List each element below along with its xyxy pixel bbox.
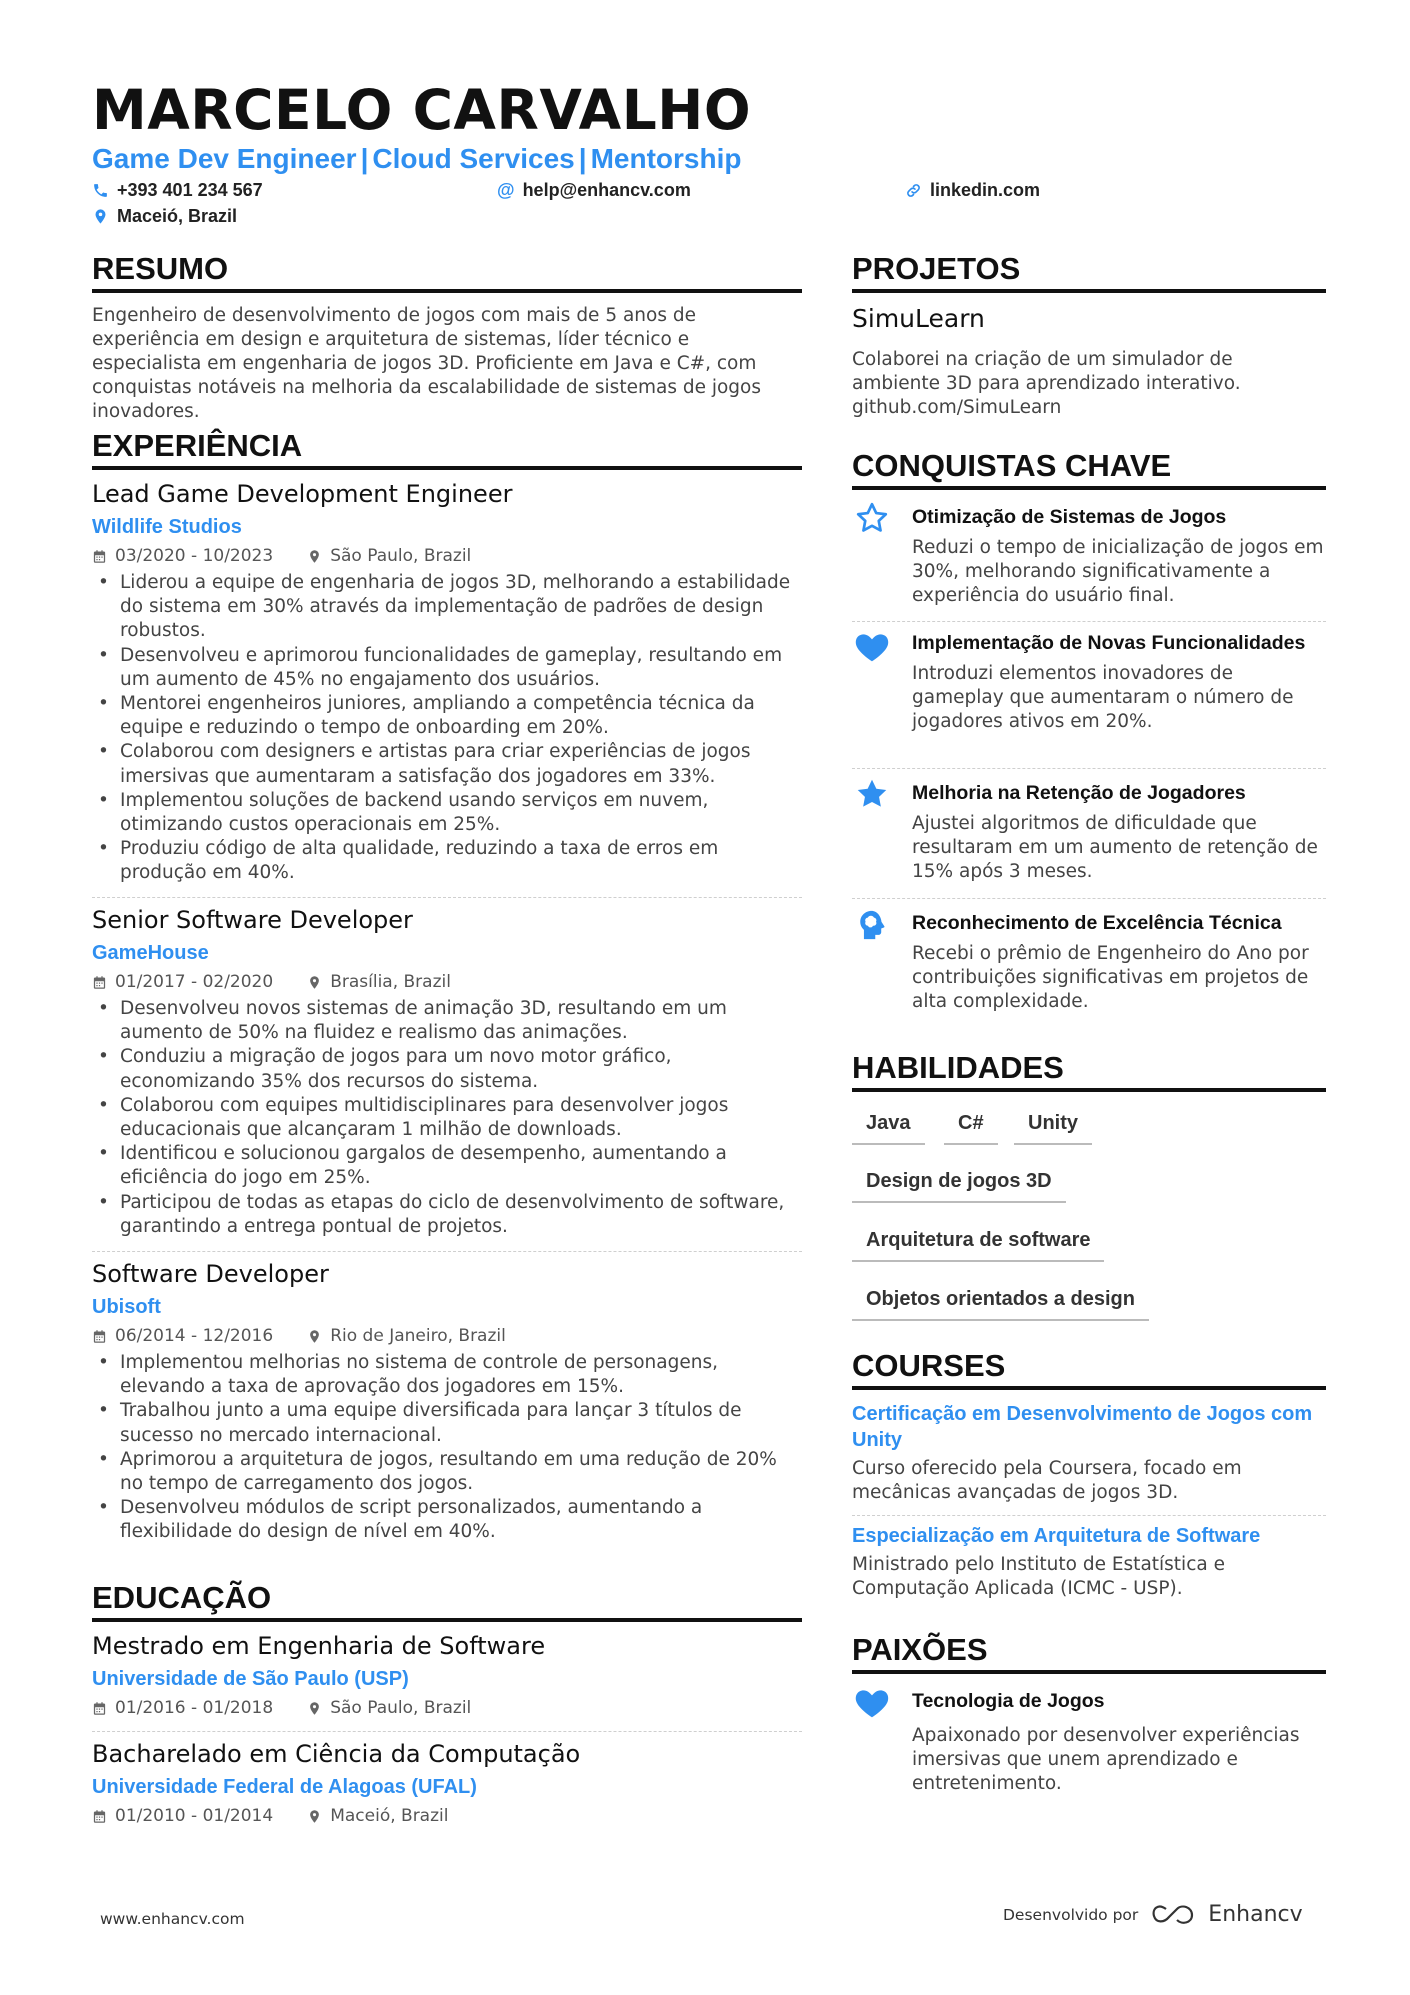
calendar-icon [92, 975, 107, 990]
bullet-item: • Implementou melhorias no sistema de controle de personagens, elevando a taxa de aprovação dos jogadores em 15%. [92, 1351, 802, 1399]
bullet-item: • Conduziu a migração de jogos para um novo motor gráfico, economizando 35% dos recursos do sistema. [92, 1045, 802, 1093]
divider [92, 1251, 802, 1252]
divider [852, 768, 1326, 769]
bullet-item: • Desenvolveu módulos de script personalizados, aumentando a flexibilidade do design de nível em 40%. [92, 1496, 802, 1544]
achievement-item [852, 780, 1326, 884]
job-title: Software Developer [92, 1260, 329, 1288]
divider [92, 897, 802, 898]
achievement-item [852, 504, 1326, 608]
contact-location [92, 206, 237, 227]
bullet-item: • Identificou e solucionou gargalos de desempenho, aumentando a eficiência do jogo em 25%. [92, 1142, 802, 1190]
job-title: Lead Game Development Engineer [92, 480, 513, 508]
job-meta [92, 969, 802, 995]
powered-by-text: Desenvolvido por [1003, 1905, 1139, 1924]
job-dates: 03/2020 - 10/2023 [115, 546, 274, 566]
heart-icon [852, 628, 892, 666]
summary-text: Engenheiro de desenvolvimento de jogos com mais de 5 anos de experiência em design e arquitetura de sistemas, líder técnico e especialista em engenharia de jogos 3D. Proficiente em Java e C#, com conquistas notáveis na melhoria da escalabilidade de sistemas de jogos inovadores. [92, 305, 761, 422]
project-name: SimuLearn [852, 304, 985, 333]
section-heading-habilidades: HABILIDADES [852, 1050, 1326, 1092]
skill-tag: Objetos orientados a design [852, 1288, 1149, 1321]
location-pin-icon [307, 1701, 322, 1716]
passion-title: Tecnologia de Jogos [912, 1690, 1105, 1712]
section-heading-courses: COURSES [852, 1348, 1326, 1390]
divider [852, 898, 1326, 899]
skill-tag: Unity [1014, 1112, 1092, 1145]
company-name[interactable]: Wildlife Studios [92, 516, 242, 538]
contact-email[interactable] [497, 180, 691, 201]
section-heading-experiencia: EXPERIÊNCIA [92, 428, 802, 470]
link-icon [905, 182, 922, 199]
achievement-title: Melhoria na Retenção de Jogadores [912, 782, 1246, 804]
linkedin-text: linkedin.com [930, 180, 1041, 200]
headline-separator: | [360, 143, 369, 174]
star-outline-icon [854, 500, 890, 536]
company-name[interactable]: GameHouse [92, 942, 209, 964]
skill-tag: Design de jogos 3D [852, 1170, 1066, 1203]
education-item [92, 1738, 802, 1829]
project-desc: Colaborei na criação de um simulador de ambiente 3D para aprendizado interativo. [852, 349, 1241, 394]
bullet-item: • Produziu código de alta qualidade, reduzindo a taxa de erros em produção em 40%. [92, 837, 802, 885]
achievement-desc: Introduzi elementos inovadores de gameplay que aumentaram o número de jogadores ativos em 20%. [912, 663, 1294, 732]
candidate-name: MARCELO CARVALHO [92, 78, 752, 142]
school-name[interactable]: Universidade Federal de Alagoas (UFAL) [92, 1776, 477, 1798]
bullet-item: • Trabalhou junto a uma equipe diversificada para lançar 3 títulos de sucesso no mercado internacional. [92, 1399, 802, 1447]
bullet-item: • Desenvolveu e aprimorou funcionalidades de gameplay, resultando em um aumento de 45% no engajamento dos usuários. [92, 644, 802, 692]
section-heading-paixoes: PAIXÕES [852, 1632, 1326, 1674]
education-dates: 01/2010 - 01/2014 [115, 1806, 274, 1826]
job-bullets [92, 1351, 802, 1545]
phone-text: +393 401 234 567 [117, 180, 263, 200]
email-text: help@enhancv.com [522, 180, 691, 200]
job-meta [92, 543, 802, 569]
school-name[interactable]: Universidade de São Paulo (USP) [92, 1668, 409, 1690]
headline-part: Mentorship [590, 143, 742, 174]
location-pin-icon [307, 1329, 322, 1344]
bullet-item: • Colaborou com equipes multidisciplinares para desenvolver jogos educacionais que alcançaram 1 milhão de downloads. [92, 1094, 802, 1142]
achievement-title: Otimização de Sistemas de Jogos [912, 506, 1227, 528]
bullet-item: • Desenvolveu novos sistemas de animação 3D, resultando em um aumento de 50% na fluidez e realismo das animações. [92, 997, 802, 1045]
brain-head-icon [856, 906, 890, 944]
bullet-item: • Aprimorou a arquitetura de jogos, resultando em uma redução de 20% no tempo de carregamento dos jogos. [92, 1448, 802, 1496]
phone-icon [92, 182, 109, 199]
experience-item [92, 478, 802, 886]
achievement-desc: Reduzi o tempo de inicialização de jogos em 30%, melhorando significativamente a experiência do usuário final. [912, 537, 1324, 606]
education-location: Maceió, Brazil [330, 1806, 449, 1826]
headline-part: Game Dev Engineer [92, 143, 357, 174]
education-location: São Paulo, Brazil [330, 1698, 472, 1718]
job-location: Rio de Janeiro, Brazil [330, 1326, 506, 1346]
heart-icon [852, 1684, 892, 1722]
job-bullets [92, 571, 802, 886]
bullet-item: • Colaborou com designers e artistas para criar experiências de jogos imersivas que aumentaram a satisfação dos jogadores em 33%. [92, 740, 802, 788]
job-title: Senior Software Developer [92, 906, 413, 934]
location-text: Maceió, Brazil [117, 206, 238, 226]
course-item [852, 1401, 1326, 1505]
skill-tag: Arquitetura de software [852, 1229, 1104, 1262]
headline [92, 143, 741, 175]
degree-title: Mestrado em Engenharia de Software [92, 1632, 546, 1660]
location-pin-icon [307, 549, 322, 564]
bullet-item: • Liderou a equipe de engenharia de jogos 3D, melhorando a estabilidade do sistema em 30% através da implementação de padrões de design robustos. [92, 571, 802, 644]
course-desc: Ministrado pelo Instituto de Estatística e Computação Aplicada (ICMC - USP). [852, 1554, 1225, 1599]
section-heading-conquistas: CONQUISTAS CHAVE [852, 448, 1326, 490]
divider [92, 1731, 802, 1732]
headline-part: Cloud Services [372, 143, 575, 174]
section-heading-educacao: EDUCAÇÃO [92, 1580, 802, 1622]
passion-item [852, 1688, 1326, 1796]
education-dates: 01/2016 - 01/2018 [115, 1698, 274, 1718]
course-title: Especialização em Arquitetura de Software [852, 1525, 1261, 1547]
achievement-title: Reconhecimento de Excelência Técnica [912, 912, 1282, 934]
degree-title: Bacharelado em Ciência da Computação [92, 1740, 581, 1768]
course-desc: Curso oferecido pela Coursera, focado em mecânicas avançadas de jogos 3D. [852, 1458, 1242, 1503]
job-location: Brasília, Brazil [330, 972, 451, 992]
footer-powered-by[interactable] [1003, 1902, 1303, 1927]
bullet-item: • Mentorei engenheiros juniores, ampliando a competência técnica da equipe e reduzindo o tempo de onboarding em 20%. [92, 692, 802, 740]
education-item [92, 1630, 802, 1721]
achievement-item [852, 910, 1326, 1014]
divider [852, 1515, 1326, 1516]
star-icon [854, 776, 890, 812]
achievement-desc: Recebi o prêmio de Engenheiro do Ano por contribuições significativas em projetos de alta complexidade. [912, 943, 1309, 1012]
at-icon: @ [497, 180, 515, 200]
project-link[interactable]: github.com/SimuLearn [852, 397, 1062, 418]
education-meta [92, 1803, 802, 1829]
contact-linkedin[interactable] [905, 180, 1040, 201]
section-heading-resumo: RESUMO [92, 251, 802, 293]
location-pin-icon [307, 1809, 322, 1824]
job-dates: 06/2014 - 12/2016 [115, 1326, 274, 1346]
achievement-title: Implementação de Novas Funcionalidades [912, 632, 1306, 654]
achievement-desc: Ajustei algoritmos de dificuldade que resultaram em um aumento de retenção de 15% após 3 meses. [912, 813, 1318, 882]
job-location: São Paulo, Brazil [330, 546, 472, 566]
calendar-icon [92, 1329, 107, 1344]
contact-phone[interactable] [92, 180, 263, 201]
divider [852, 621, 1326, 622]
bullet-item: • Implementou soluções de backend usando serviços em nuvem, otimizando custos operacionais em 25%. [92, 789, 802, 837]
location-pin-icon [307, 975, 322, 990]
job-dates: 01/2017 - 02/2020 [115, 972, 274, 992]
skill-tag: C# [944, 1112, 998, 1145]
achievement-item [852, 630, 1326, 734]
course-title: Certificação em Desenvolvimento de Jogos com Unity [852, 1403, 1313, 1451]
calendar-icon [92, 1809, 107, 1824]
education-meta [92, 1695, 802, 1721]
brand-name: Enhancv [1208, 1902, 1303, 1927]
bullet-item: • Participou de todas as etapas do ciclo de desenvolvimento de software, garantindo a entrega pontual de projetos. [92, 1191, 802, 1239]
headline-separator: | [578, 143, 587, 174]
enhancv-logo-icon [1150, 1903, 1196, 1927]
experience-item [92, 1258, 802, 1545]
job-meta [92, 1323, 802, 1349]
footer-site-link[interactable]: www.enhancv.com [100, 1910, 245, 1928]
section-heading-projetos: PROJETOS [852, 251, 1326, 293]
skill-tag: Java [852, 1112, 925, 1145]
calendar-icon [92, 1701, 107, 1716]
location-pin-icon [92, 208, 109, 225]
course-item [852, 1523, 1326, 1601]
experience-item [92, 904, 802, 1239]
company-name[interactable]: Ubisoft [92, 1296, 161, 1318]
job-bullets [92, 997, 802, 1239]
calendar-icon [92, 549, 107, 564]
passion-desc: Apaixonado por desenvolver experiências imersivas que unem aprendizado e entretenimento. [912, 1725, 1300, 1794]
